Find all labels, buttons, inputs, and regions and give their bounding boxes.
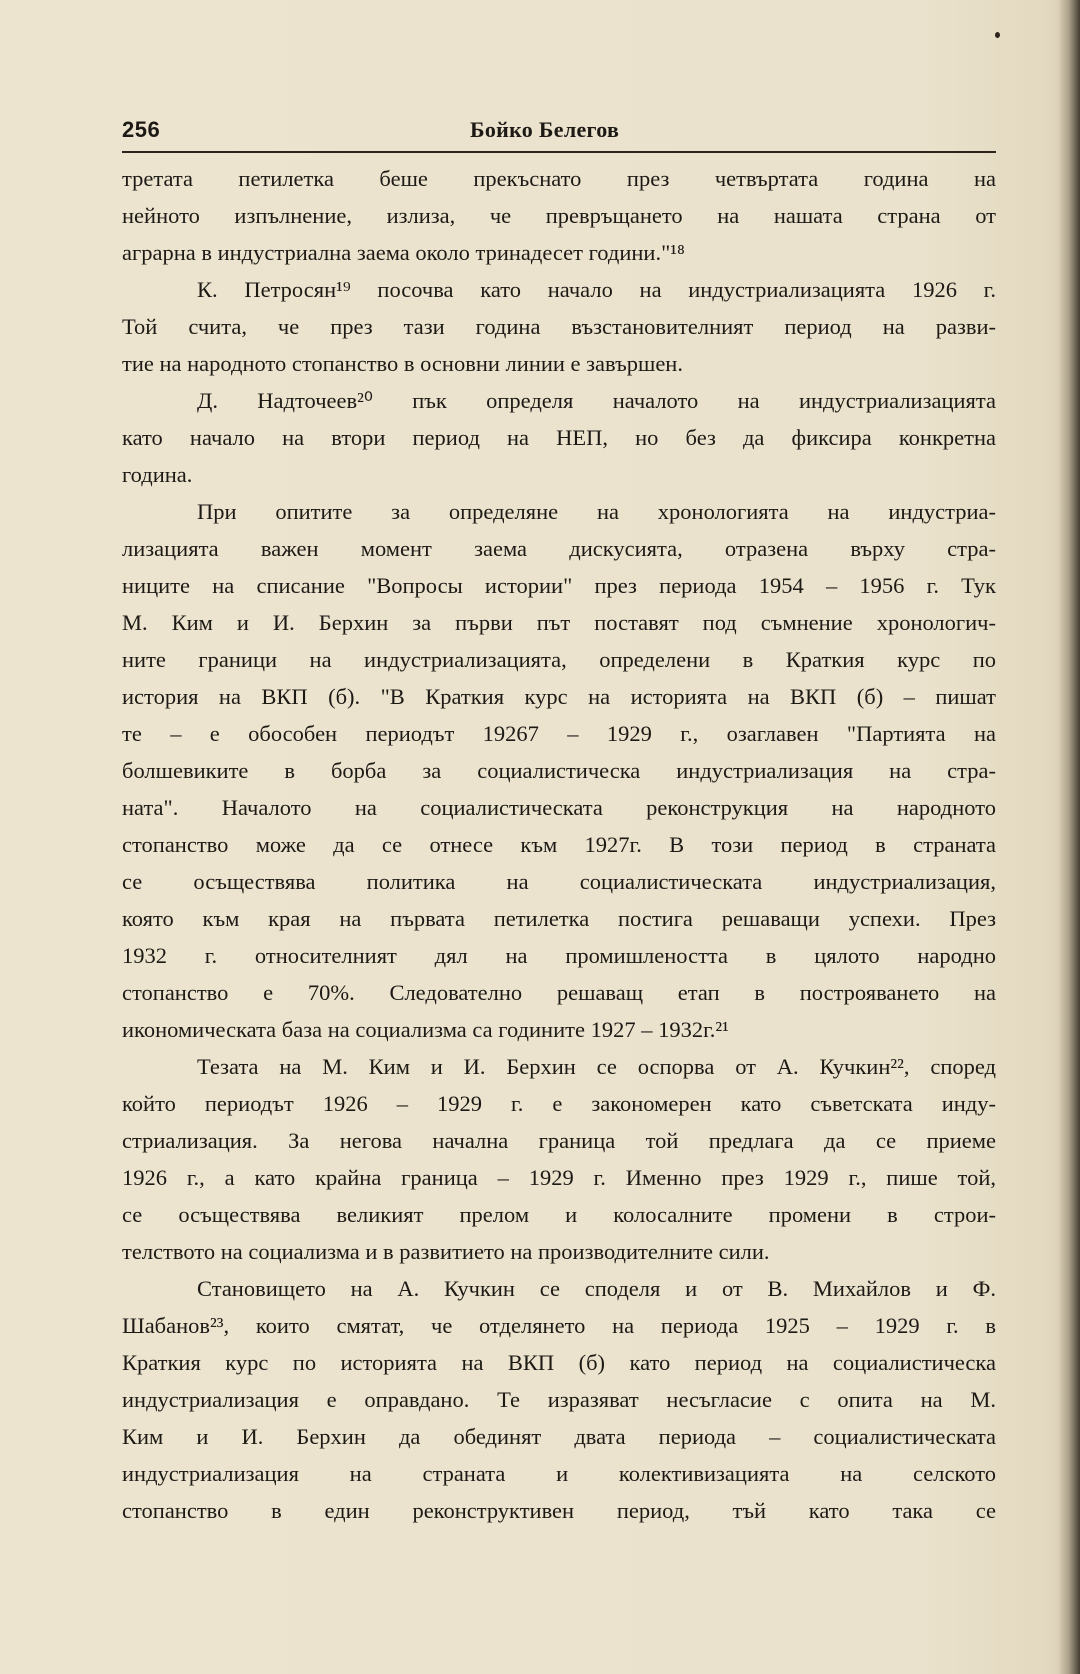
text-line: При опитите за определяне на хронологията на индустриа-: [197, 499, 996, 524]
text-line: те – е обособен периодът 19267 – 1929 г., озаглавен "Партията на: [122, 721, 996, 746]
running-header: [122, 112, 996, 152]
text-line: ните граници на индустриализацията, определени в Краткия курс по: [122, 647, 996, 672]
page-edge-shadow: [1058, 0, 1080, 1674]
text-line: нейното изпълнение, излиза, че превръщането на нашата страна от: [122, 203, 996, 228]
text-line: Шабанов²³, които смятат, че отделянето на периода 1925 – 1929 г. в: [122, 1313, 996, 1338]
text-line: индустриализация е оправдано. Те изразяват несъгласие с опита на М.: [122, 1387, 996, 1412]
text-line: Краткия курс по историята на ВКП (б) като период на социалистическа: [122, 1350, 996, 1375]
text-line: телството на социализма и в развитието на производителните сили.: [122, 1239, 770, 1264]
text-line: М. Ким и И. Берхин за първи път поставят под съмнение хронологич-: [122, 610, 996, 635]
text-line: индустриализация на страната и колективизацията на селското: [122, 1461, 996, 1486]
text-line: 1932 г. относителният дял на промишлеността в цялото народно: [122, 943, 996, 968]
page-number: 256: [122, 117, 161, 142]
text-line: стопанство може да се отнесе към 1927г. В този период в страната: [122, 832, 996, 857]
text-line: която към края на първата петилетка постига решаващи успехи. През: [122, 906, 996, 931]
text-line: стопанство е 70%. Следователно решаващ етап в построяването на: [122, 980, 996, 1005]
text-line: ниците на списание "Вопросы истории" през периода 1954 – 1956 г. Тук: [122, 573, 996, 598]
text-line: история на ВКП (б). "В Краткия курс на историята на ВКП (б) – пишат: [122, 684, 996, 709]
text-line: година.: [122, 462, 193, 487]
text-line: Д. Надточеев²⁰ пък определя началото на индустриализацията: [197, 388, 996, 413]
running-head-author: Бойко Белегов: [470, 117, 620, 142]
ink-speck: [995, 32, 1000, 38]
text-line: се осъществява политика на социалистическата индустриализация,: [122, 869, 996, 894]
text-line: Становището на А. Кучкин се споделя и от В. Михайлов и Ф.: [197, 1276, 996, 1301]
text-line: Тезата на М. Ким и И. Берхин се оспорва от А. Кучкин²², според: [197, 1054, 996, 1079]
text-line: икономическата база на социализма са годините 1927 – 1932г.²¹: [122, 1017, 729, 1042]
text-line: Ким и И. Берхин да обединят двата периода – социалистическата: [122, 1424, 996, 1449]
text-line: болшевиките в борба за социалистическа индустриализация на стра-: [122, 758, 996, 783]
text-line: стопанство в един реконструктивен период, тъй като така се: [122, 1498, 996, 1523]
text-line: се осъществява великият прелом и колосалните промени в строи-: [122, 1202, 996, 1227]
text-line: тие на народното стопанство в основни линии е завършен.: [122, 351, 683, 376]
text-line: който периодът 1926 – 1929 г. е закономерен като съветската инду-: [122, 1091, 996, 1116]
text-line: като начало на втори период на НЕП, но без да фиксира конкретна: [122, 425, 996, 450]
header-rule: [122, 151, 996, 153]
text-line: К. Петросян¹⁹ посочва като начало на индустриализацията 1926 г.: [197, 277, 996, 302]
text-line: лизацията важен момент заема дискусията, отразена върху стра-: [122, 536, 996, 561]
body-text: [122, 160, 996, 1529]
text-line: стриализация. За негова начална граница той предлага да се приеме: [122, 1128, 996, 1153]
text-line: третата петилетка беше прекъснато през четвъртата година на: [122, 166, 996, 191]
text-line: Той счита, че през тази година възстановителният период на разви-: [122, 314, 996, 339]
text-line: ната". Началото на социалистическата реконструкция на народното: [122, 795, 996, 820]
text-line: 1926 г., а като крайна граница – 1929 г. Именно през 1929 г., пише той,: [122, 1165, 996, 1190]
text-line: аграрна в индустриална заема около тринадесет години."¹⁸: [122, 240, 685, 265]
